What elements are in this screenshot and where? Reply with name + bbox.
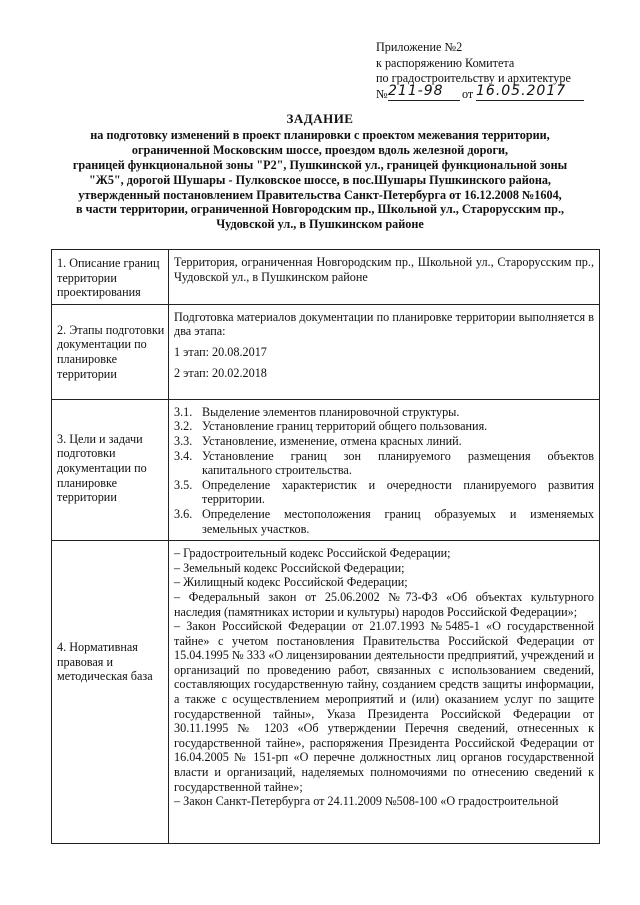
appendix-number-line	[376, 82, 616, 103]
list-item: – Жилищный кодекс Российской Федерации;	[174, 575, 408, 590]
row-value: Территория, ограниченная Новгородским пр., Школьной ул., Старорусским пр., Чудовской ул., в Пушкинском районе	[174, 255, 594, 284]
list-item: 3.1. Выделение элементов планировочной структуры.	[174, 404, 460, 419]
handwritten-date: 16.05.2017	[476, 82, 567, 99]
laws-list	[169, 541, 599, 813]
task-title-line: на подготовку изменений в проект планировки с проектом межевания территории,	[90, 127, 550, 142]
appendix-line-3: по градостроительству и архитектуре	[376, 71, 571, 86]
stage-1: 1 этап: 20.08.2017	[174, 344, 267, 359]
row-label: 4. Нормативная правовая и методическая база	[57, 640, 153, 684]
appendix-line-2: к распоряжению Комитета	[376, 55, 515, 70]
list-item: – Закон Российской Федерации от 21.07.1993 №5485-1 «О государственной тайне» с учетом постановления Правительства Российской Федерации от 15.04.1995 № 333 «О лицензировании деятельности предприятий, учреждений и организаций по проведению работ, связанных с использованием сведений, составляющих государственную тайну, созданием средств защиты информации, а также с осуществлением мероприятий и (или) оказанием услуг по защите государственной тайны», Указа Президента Российской Федерации от 30.11.1995 № 1203 «Об утверждении Перечня сведений, отнесенных к государственной тайне», распоряжения Президента Российской Федерации от 16.04.2005 № 151-рп «О перечне должностных лиц органов государственной власти и организаций, наделяемых полномочиями по отнесению сведений к государственной тайне»;	[174, 619, 594, 794]
number-prefix: №	[376, 86, 388, 101]
table-row-goals	[52, 399, 600, 540]
list-item: – Градостроительный кодекс Российской Федерации;	[174, 546, 451, 561]
task-table	[51, 249, 600, 844]
task-heading: ЗАДАНИЕ	[286, 111, 354, 126]
task-title-block	[40, 112, 600, 232]
list-item: 3.6. Определение местоположения границ образуемых и изменяемых земельных участков.	[174, 506, 594, 536]
date-underline	[476, 100, 584, 101]
list-item: 3.3. Установление, изменение, отмена красных линий.	[174, 433, 462, 448]
row-label: 3. Цели и задачи подготовки документации по планировке территории	[57, 431, 147, 505]
list-item: – Федеральный закон от 25.06.2002 №73-ФЗ «Об объектах культурного наследия (памятниках истории и культуры) народов Российской Федерации»;	[174, 589, 594, 619]
list-item: 3.5. Определение характеристик и очередности планируемого развития территории.	[174, 477, 594, 507]
table-row-legal-base	[52, 541, 600, 844]
number-underline	[388, 100, 460, 101]
task-title-line: ограниченной Московским шоссе, проездом вдоль железной дороги,	[131, 142, 509, 157]
goals-list	[169, 400, 599, 540]
handwritten-number: 211-98	[388, 82, 444, 99]
task-title-line: "Ж5", дорогой Шушары - Пулковское шоссе, в пос.Шушары Пушкинского района,	[89, 172, 551, 187]
date-prefix: от	[462, 86, 474, 101]
table-row-stages	[52, 304, 600, 399]
list-item: – Земельный кодекс Российской Федерации;	[174, 560, 405, 575]
row-label: 1. Описание границ территории проектирования	[57, 256, 160, 300]
row-label: 2. Этапы подготовки документации по планировке территории	[57, 322, 165, 381]
stage-2: 2 этап: 20.02.2018	[174, 365, 267, 380]
appendix-line-1: Приложение №2	[376, 40, 463, 54]
task-title-line: утвержденный постановлением Правительства Санкт-Петербурга от 16.12.2008 №1604,	[78, 187, 562, 202]
stages-intro: Подготовка материалов документации по планировке территории выполняется в два этапа:	[174, 309, 594, 339]
list-item: – Закон Санкт-Петербурга от 24.11.2009 №508-100 «О градостроительной	[174, 794, 559, 809]
appendix-block	[376, 40, 616, 103]
list-item: 3.2. Установление границ территорий общего пользования.	[174, 419, 488, 434]
task-title-line: Чудовской ул., в Пушкинском районе	[216, 217, 424, 232]
table-row-boundaries	[52, 250, 600, 305]
task-title-line: границей функциональной зоны "Р2", Пушкинской ул., границей функциональной зоны	[72, 157, 568, 172]
list-item: 3.4. Установление границ зон планируемого размещения объектов капитального строительства.	[174, 448, 594, 478]
task-title-line: в части территории, ограниченной Новгородским пр., Школьной ул., Старорусским пр.,	[75, 202, 565, 217]
